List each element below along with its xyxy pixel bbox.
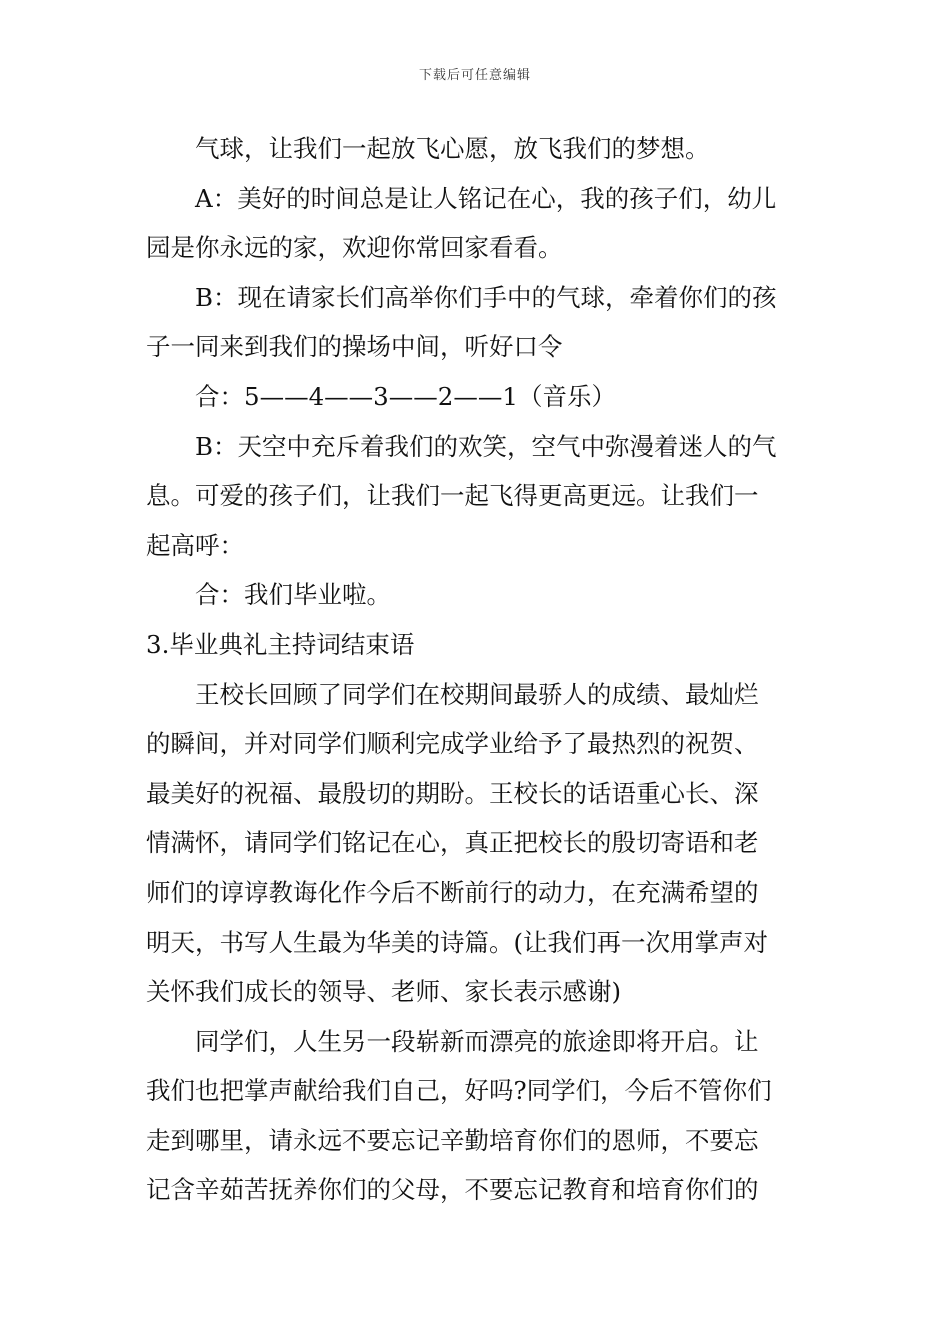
- text-line: 起高呼：: [146, 530, 244, 560]
- text-line: 合：5——4——3——2——1（音乐）: [195, 381, 616, 411]
- text-line: 记含辛茹苦抚养你们的父母，不要忘记教育和培育你们的: [146, 1175, 759, 1205]
- text-line: 同学们，人生另一段崭新而漂亮的旅途即将开启。让: [195, 1026, 759, 1056]
- text-line: 气球，让我们一起放飞心愿，放飞我们的梦想。: [195, 134, 710, 163]
- text-line: 的瞬间，并对同学们顺利完成学业给予了最热烈的祝贺、: [146, 729, 759, 759]
- text-line: 园是你永远的家，欢迎你常回家看看。: [146, 233, 563, 263]
- text-line: 关怀我们成长的领导、老师、家长表示感谢): [146, 977, 622, 1007]
- text-line: 我们也把掌声献给我们自己，好吗?同学们，今后不管你们: [146, 1076, 772, 1106]
- page-header: 下载后可任意编辑: [418, 68, 531, 83]
- text-line: 明天，书写人生最为华美的诗篇。(让我们再一次用掌声对: [146, 927, 769, 957]
- text-line: 息。可爱的孩子们，让我们一起飞得更高更远。让我们一: [146, 481, 759, 511]
- text-line: 情满怀，请同学们铭记在心，真正把校长的殷切寄语和老: [146, 828, 759, 858]
- text-line: 合：我们毕业啦。: [195, 580, 391, 610]
- text-line: 师们的谆谆教诲化作今后不断前行的动力，在充满希望的: [146, 877, 759, 907]
- text-line: 走到哪里，请永远不要忘记辛勤培育你们的恩师，不要忘: [146, 1125, 759, 1155]
- document-body: [146, 124, 808, 1215]
- text-line: 子一同来到我们的操场中间，听好口令: [146, 332, 563, 362]
- text-line: A：美好的时间总是让人铭记在心，我的孩子们，幼儿: [195, 183, 777, 213]
- text-line: B：现在请家长们高举你们手中的气球，牵着你们的孩: [195, 282, 777, 312]
- text-line: 最美好的祝福、最殷切的期盼。王校长的话语重心长、深: [146, 778, 759, 808]
- text-line: 王校长回顾了同学们在校期间最骄人的成绩、最灿烂: [195, 679, 759, 709]
- text-line: B：天空中充斥着我们的欢笑，空气中弥漫着迷人的气: [195, 431, 777, 461]
- section-heading: 3.毕业典礼主持词结束语: [146, 629, 415, 659]
